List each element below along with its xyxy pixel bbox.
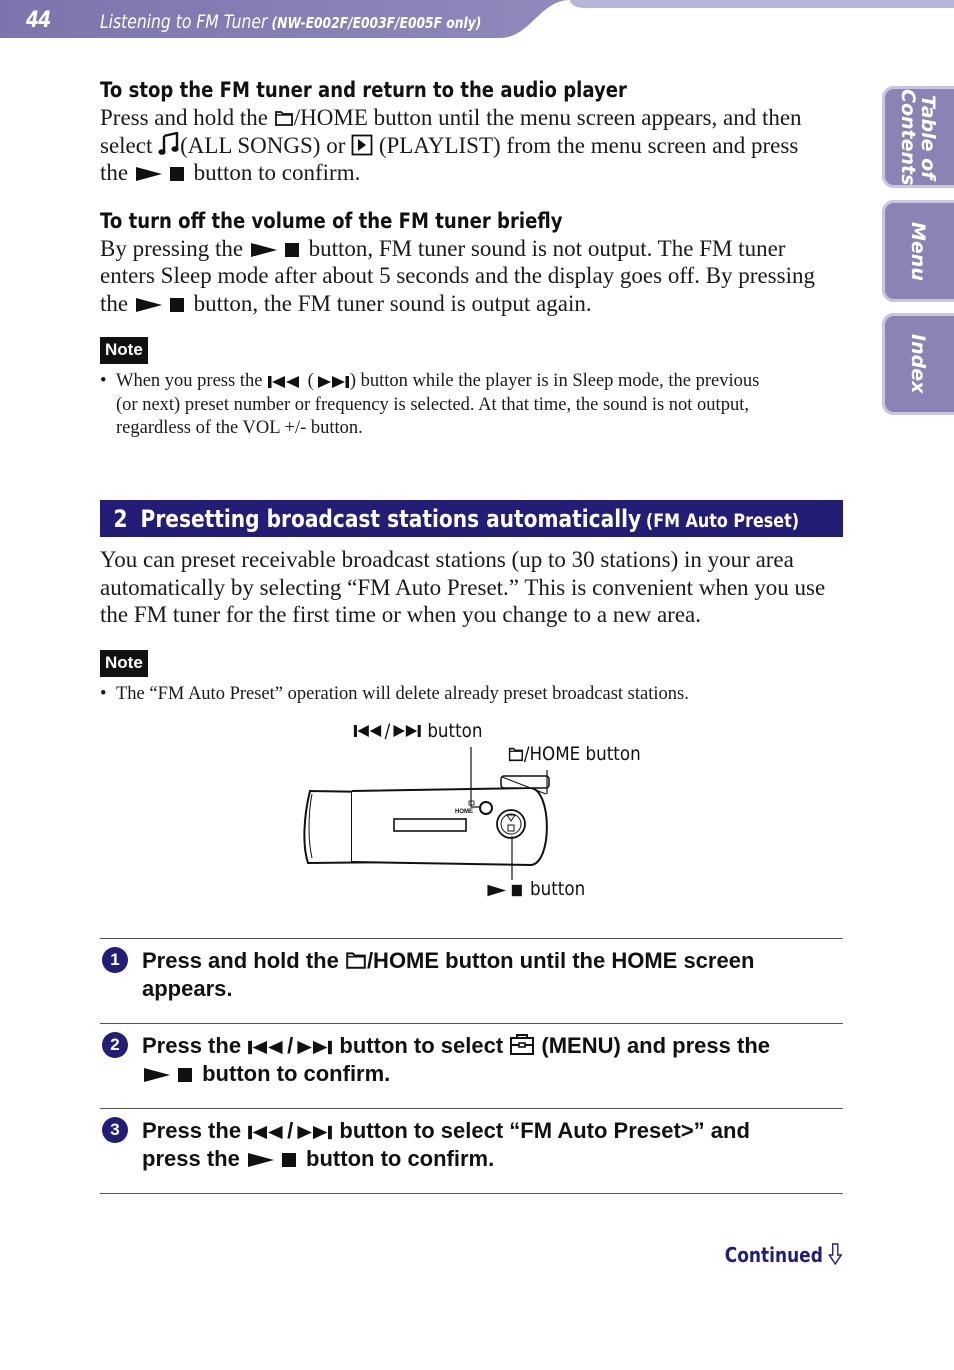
volume-text-1b: button, FM tuner sound is not output. The FM tuner xyxy=(302,235,786,261)
header-model-text: (NW-E002F/E003F/E005F only) xyxy=(271,14,482,32)
header-title-text: Listening to FM Tuner xyxy=(100,11,268,33)
stop-text-3a: the xyxy=(100,160,134,185)
home-button-text: /HOME button xyxy=(523,743,641,765)
note-bullet xyxy=(100,370,843,441)
play-stop-icon xyxy=(249,241,303,259)
step1-text-a: Press and hold the xyxy=(142,948,345,973)
tab-menu-label: Menu xyxy=(907,221,929,281)
volume-text-3a: the xyxy=(100,290,134,316)
intro-line-1: You can preset receivable broadcast stations (up to 30 stations) in your area xyxy=(100,547,794,572)
playlist-icon xyxy=(351,134,373,156)
device-home-label: HOME xyxy=(455,809,473,815)
volume-paragraph xyxy=(100,235,843,318)
step3-text-d: button to confirm. xyxy=(299,1146,495,1171)
section-title: Presetting broadcast stations automatically xyxy=(140,504,642,533)
folder-icon xyxy=(345,949,367,971)
step-1 xyxy=(100,938,843,1023)
intro-line-3: the FM tuner for the first time or when you change to a new area. xyxy=(100,602,701,627)
next-icon xyxy=(293,1039,333,1056)
step2-text-d: button to confirm. xyxy=(196,1061,391,1086)
music-note-icon xyxy=(158,132,180,156)
play-button-label xyxy=(486,878,585,900)
continued-text: Continued xyxy=(724,1243,823,1267)
previous-icon xyxy=(247,1124,287,1141)
step-2 xyxy=(100,1023,843,1108)
home-button-label xyxy=(508,743,641,765)
note1-text-line2: (or next) preset number or frequency is selected. At that time, the sound is not output, xyxy=(116,394,749,415)
tab-table-of-contents-label: Table of Contents xyxy=(897,88,939,186)
note-bullet: • The “FM Auto Preset” operation will delete already preset broadcast stations. xyxy=(100,683,850,707)
volume-text-2: enters Sleep mode after about 5 seconds and the display goes off. By pressing xyxy=(100,263,815,288)
previous-icon xyxy=(267,375,303,389)
play-stop-icon xyxy=(142,1066,196,1084)
step-number-badge: 2 xyxy=(102,1032,128,1058)
step-text xyxy=(142,1032,842,1088)
volume-text-3b: button, the FM tuner sound is output again. xyxy=(187,290,592,316)
stop-text-2c: (PLAYLIST) from the menu screen and press xyxy=(373,132,799,158)
continued-link[interactable] xyxy=(724,1243,842,1267)
step-text xyxy=(142,947,842,1003)
next-icon xyxy=(314,375,350,389)
step-text xyxy=(142,1117,842,1173)
step-number-badge: 1 xyxy=(102,947,128,973)
step3-text-c: press the xyxy=(142,1146,246,1171)
step1-text-b: /HOME button until the HOME screen xyxy=(366,948,755,973)
intro-paragraph xyxy=(100,546,850,629)
step2-text-b: button to select xyxy=(333,1033,510,1058)
skip-button-text: button xyxy=(427,720,483,742)
folder-icon xyxy=(274,108,294,128)
next-icon xyxy=(390,724,422,738)
play-stop-icon xyxy=(134,165,188,183)
intro-block xyxy=(100,546,850,706)
next-icon xyxy=(293,1124,333,1141)
note1-text-c: ) button while the player is in Sleep mode, the previous xyxy=(349,371,760,391)
step3-text-a: Press the xyxy=(142,1118,248,1143)
section-number: 2 xyxy=(113,504,128,533)
main-content xyxy=(100,78,843,441)
note-label: Note xyxy=(100,650,148,677)
step-3 xyxy=(100,1108,843,1194)
previous-icon xyxy=(353,724,385,738)
tab-index-label: Index xyxy=(907,334,929,394)
stop-text-1b: /HOME button until the menu screen appears, and then xyxy=(293,105,802,130)
previous-icon xyxy=(247,1039,287,1056)
note1-text-a: When you press the xyxy=(116,371,268,391)
tab-table-of-contents[interactable] xyxy=(882,86,954,188)
note-label: Note xyxy=(100,337,148,364)
step-number-badge: 3 xyxy=(102,1117,128,1143)
stop-heading: To stop the FM tuner and return to the audio player xyxy=(100,78,627,102)
volume-heading: To turn off the volume of the FM tuner briefly xyxy=(100,208,563,233)
toolbox-icon xyxy=(509,1032,535,1056)
stop-text-2b: (ALL SONGS) or xyxy=(180,132,352,158)
intro-line-2: automatically by selecting “FM Auto Preset.” This is convenient when you use xyxy=(100,574,826,600)
play-stop-icon xyxy=(134,296,188,314)
step3-separator: / xyxy=(287,1118,294,1143)
play-stop-icon xyxy=(486,883,525,898)
tab-index[interactable] xyxy=(882,313,954,415)
note1-text-b: ( xyxy=(303,371,314,391)
page-number: 44 xyxy=(26,8,51,33)
stop-text-1a: Press and hold the xyxy=(100,105,274,130)
play-stop-icon xyxy=(246,1151,300,1169)
stop-text-3b: button to confirm. xyxy=(187,160,361,185)
skip-button-label xyxy=(353,720,482,742)
step1-text-c: appears. xyxy=(142,976,233,1001)
folder-icon xyxy=(508,745,524,763)
section-subtitle: (FM Auto Preset) xyxy=(645,509,800,532)
arrow-down-icon xyxy=(828,1243,842,1265)
stop-text-2a: select xyxy=(100,132,159,158)
note1-text-line3: regardless of the VOL +/- button. xyxy=(116,418,363,438)
step2-text-c: (MENU) and press the xyxy=(535,1033,770,1058)
stop-paragraph xyxy=(100,104,843,187)
tab-menu[interactable] xyxy=(882,200,954,302)
step2-separator: / xyxy=(287,1033,294,1058)
section-heading-bar xyxy=(100,500,843,537)
play-button-text: button xyxy=(530,878,586,900)
header-title xyxy=(100,11,481,33)
step3-text-b: button to select “FM Auto Preset>” and xyxy=(333,1118,750,1143)
volume-text-1a: By pressing the xyxy=(100,235,249,261)
skip-separator: / xyxy=(384,720,391,742)
step2-text-a: Press the xyxy=(142,1033,248,1058)
